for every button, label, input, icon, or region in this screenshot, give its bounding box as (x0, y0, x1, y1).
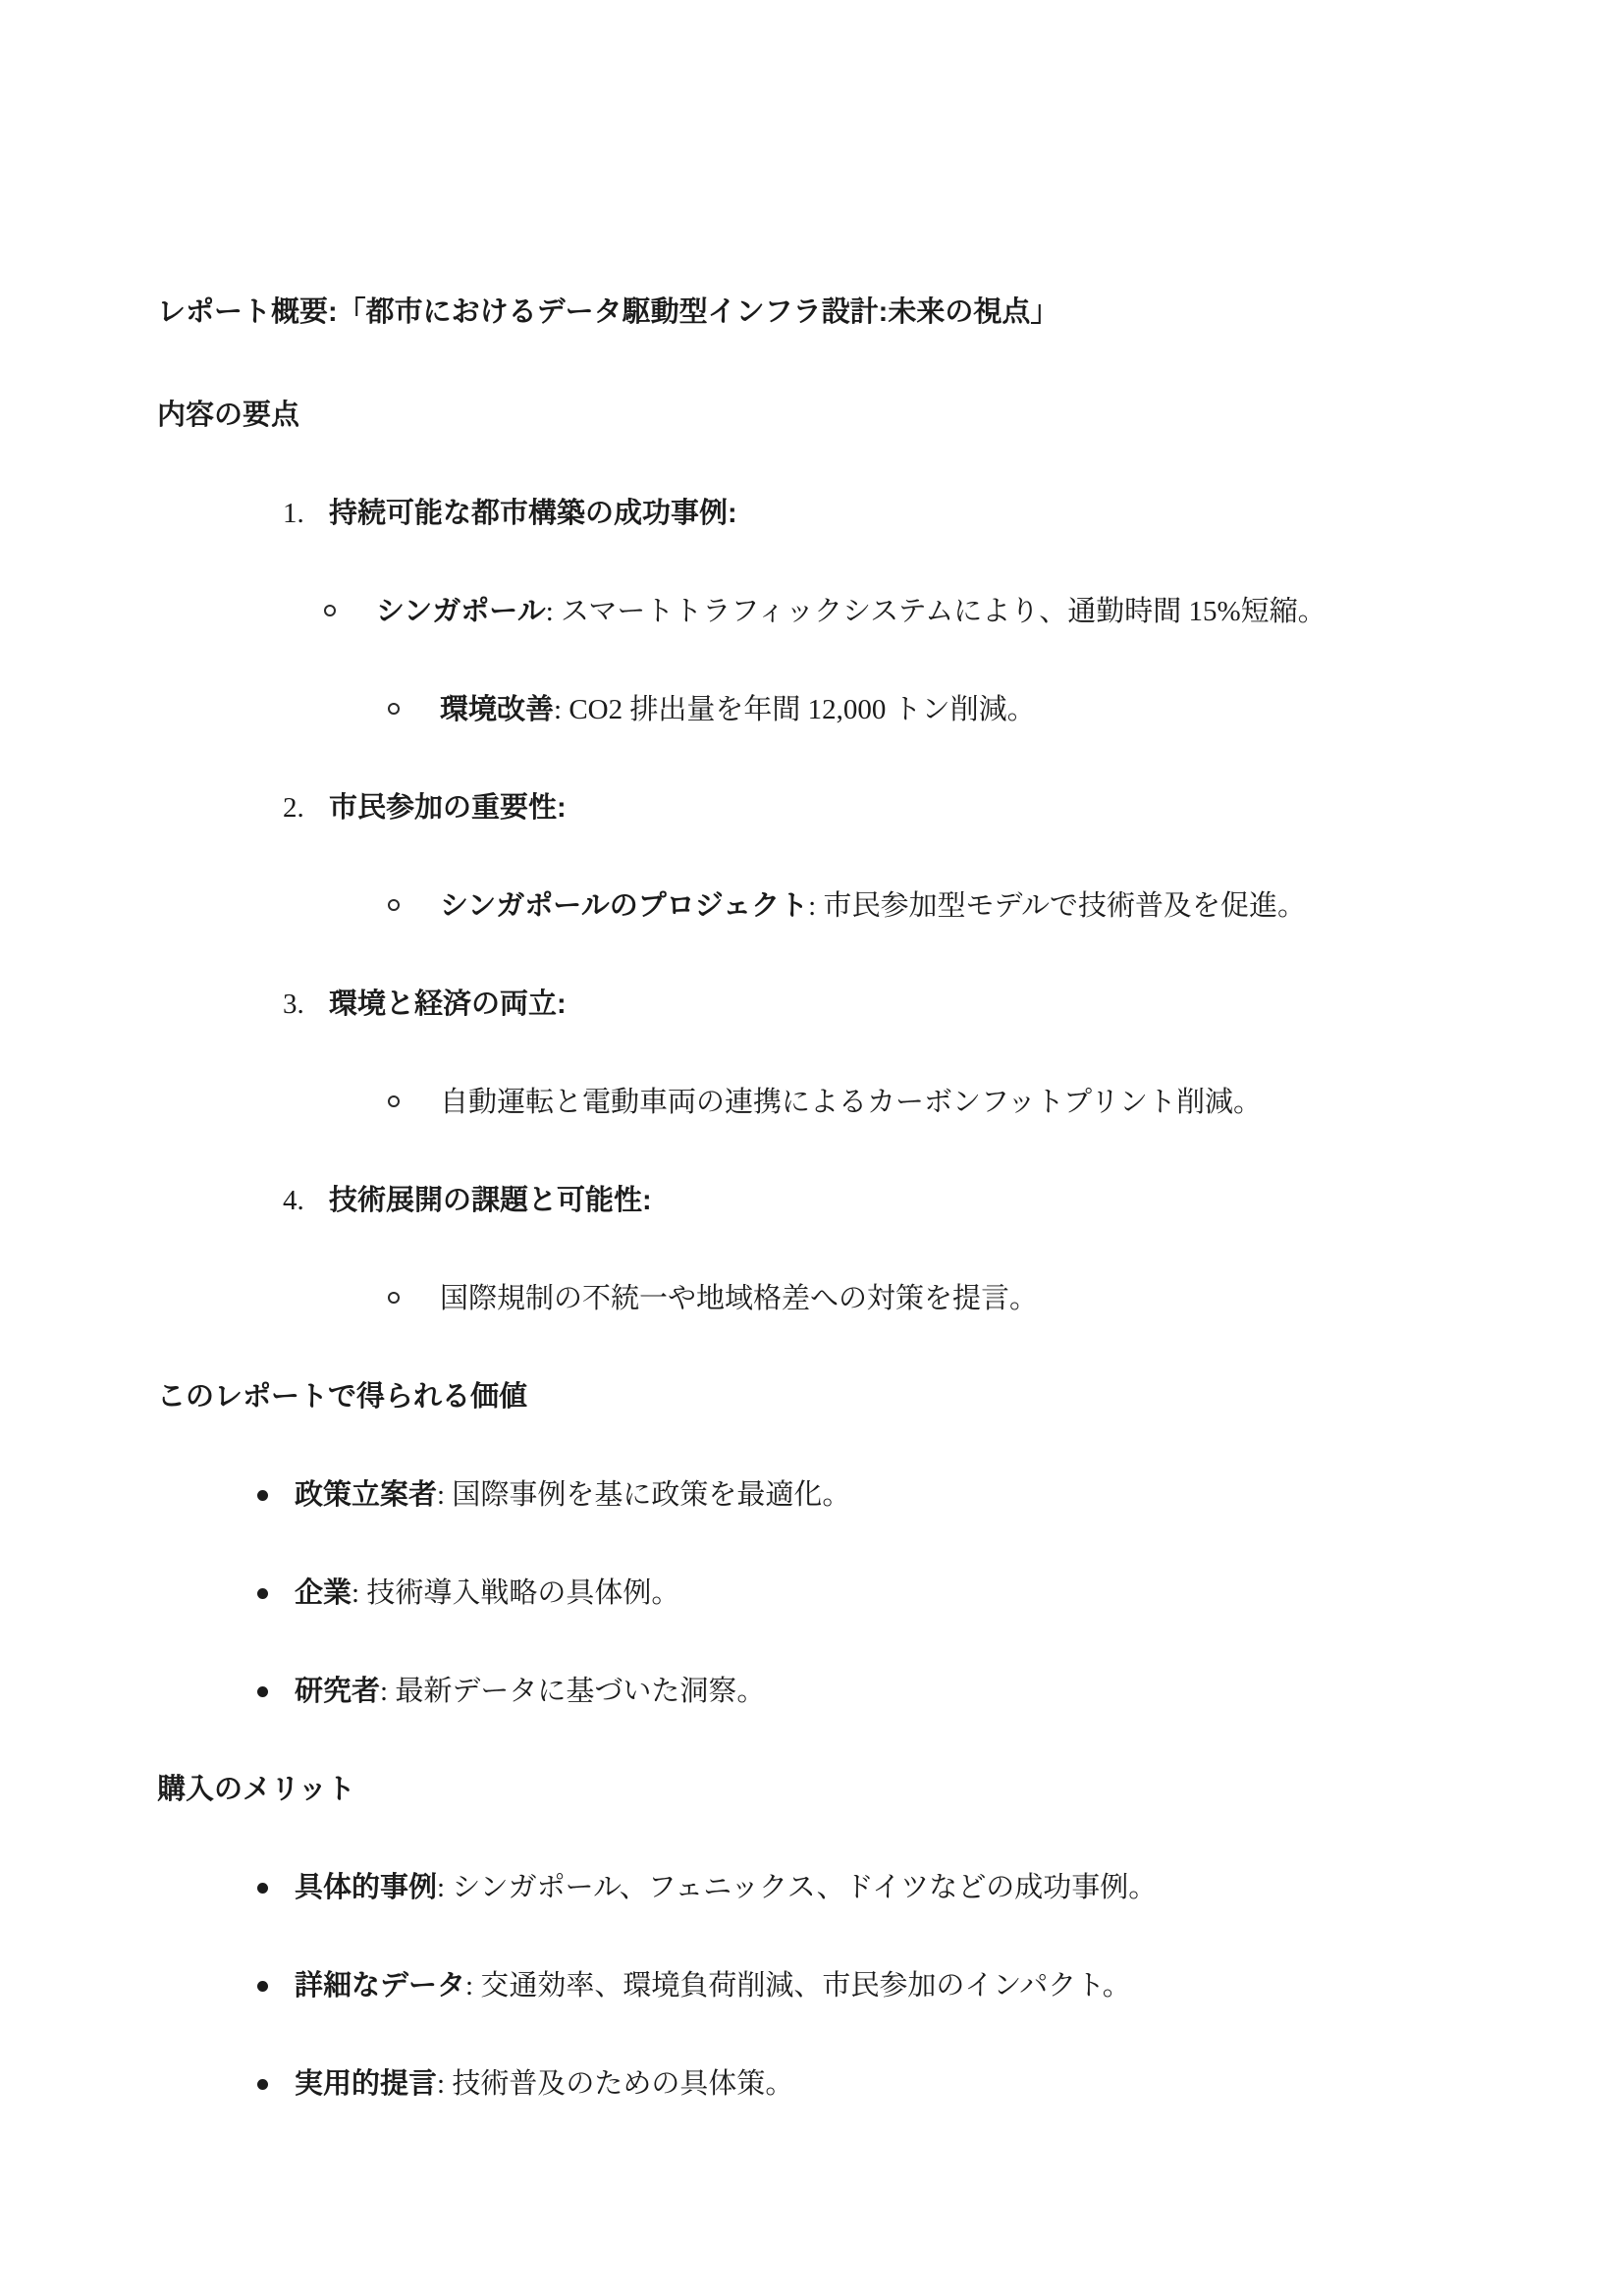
dot-bullet-icon (257, 1868, 295, 1894)
bullet-text: シンガポール、フェニックス、ドイツなどの成功事例。 (452, 1872, 1158, 1903)
sub-item-separator: : (545, 596, 562, 627)
bullet-label: 詳細なデータ (295, 1970, 466, 2002)
bullet-item-companies (157, 1574, 1487, 1613)
bullet-separator: : (437, 1479, 453, 1511)
sub-item-label: 環境改善 (440, 694, 555, 725)
item-label: 持続可能な都市構築の成功事例: (329, 498, 737, 529)
bullet-item-researchers (157, 1672, 1487, 1711)
bullet-item-practical-recommendations (157, 2064, 1487, 2104)
bullet-text: 技術普及のための具体策。 (452, 2068, 794, 2100)
bullet-text: 交通効率、環境負荷削減、市民参加のインパクト。 (480, 1970, 1131, 2002)
heading-key-points: 内容の要点 (157, 400, 300, 431)
numbered-item-2 (157, 788, 1487, 828)
sub-item-text: 市民参加型モデルで技術普及を促進。 (823, 890, 1306, 922)
bullet-text: 最新データに基づいた洞察。 (395, 1676, 766, 1707)
heading-purchase-merits: 購入のメリット (157, 1774, 355, 1805)
item-number: 4. (283, 1185, 304, 1216)
report-title: レポート概要:「都市におけるデータ駆動型インフラ設計:未来の視点」 (157, 296, 1059, 328)
sub-item-separator: : (808, 890, 824, 922)
item-label: 市民参加の重要性: (329, 792, 567, 824)
circle-bullet-icon (388, 690, 440, 715)
dot-bullet-icon (257, 1475, 295, 1501)
heading-report-value: このレポートで得られる価値 (157, 1381, 528, 1413)
sub-item-singapore-project (157, 886, 1487, 926)
bullet-separator: : (465, 1970, 481, 2002)
numbered-item-4 (157, 1181, 1487, 1220)
bullet-separator: : (352, 1577, 367, 1609)
item-label: 技術展開の課題と可能性: (329, 1185, 652, 1216)
sub-item-regulation (157, 1279, 1487, 1318)
sub-item-singapore (157, 592, 1487, 631)
item-number: 1. (283, 498, 304, 529)
item-number: 2. (283, 792, 304, 824)
sub-item-text: 自動運転と電動車両の連携によるカーボンフットプリント削減。 (440, 1087, 1262, 1118)
circle-bullet-icon (388, 886, 440, 911)
bullet-item-detailed-data (157, 1966, 1487, 2005)
bullet-item-concrete-cases (157, 1868, 1487, 1907)
bullet-label: 研究者 (295, 1676, 381, 1707)
bullet-text: 国際事例を基に政策を最適化。 (452, 1479, 851, 1511)
circle-bullet-icon (324, 592, 376, 616)
bullet-text: 技術導入戦略の具体例。 (366, 1577, 680, 1609)
dot-bullet-icon (257, 1574, 295, 1599)
bullet-label: 企業 (295, 1577, 352, 1609)
bullet-separator: : (437, 2068, 453, 2100)
dot-bullet-icon (257, 1966, 295, 1992)
bullet-label: 具体的事例 (295, 1872, 438, 1903)
sub-item-text: CO2 排出量を年間 12,000 トン削減。 (568, 694, 1036, 725)
numbered-item-1 (157, 494, 1487, 533)
dot-bullet-icon (257, 2064, 295, 2090)
item-label: 環境と経済の両立: (329, 988, 567, 1020)
item-number: 3. (283, 988, 304, 1020)
sub-item-environment (157, 690, 1487, 729)
circle-bullet-icon (388, 1083, 440, 1107)
sub-item-autonomous-ev (157, 1083, 1487, 1122)
circle-bullet-icon (388, 1279, 440, 1304)
bullet-separator: : (437, 1872, 453, 1903)
sub-item-label: シンガポール (376, 596, 546, 627)
bullet-item-policymakers (157, 1475, 1487, 1515)
dot-bullet-icon (257, 1672, 295, 1697)
sub-item-text: スマートトラフィックシステムにより、通勤時間 15%短縮。 (561, 596, 1326, 627)
sub-item-text: 国際規制の不統一や地域格差への対策を提言。 (440, 1283, 1039, 1314)
bullet-label: 政策立案者 (295, 1479, 438, 1511)
bullet-label: 実用的提言 (295, 2068, 438, 2100)
sub-item-separator: : (554, 694, 569, 725)
bullet-separator: : (380, 1676, 396, 1707)
sub-item-label: シンガポールのプロジェクト (440, 890, 809, 922)
numbered-item-3 (157, 985, 1487, 1024)
